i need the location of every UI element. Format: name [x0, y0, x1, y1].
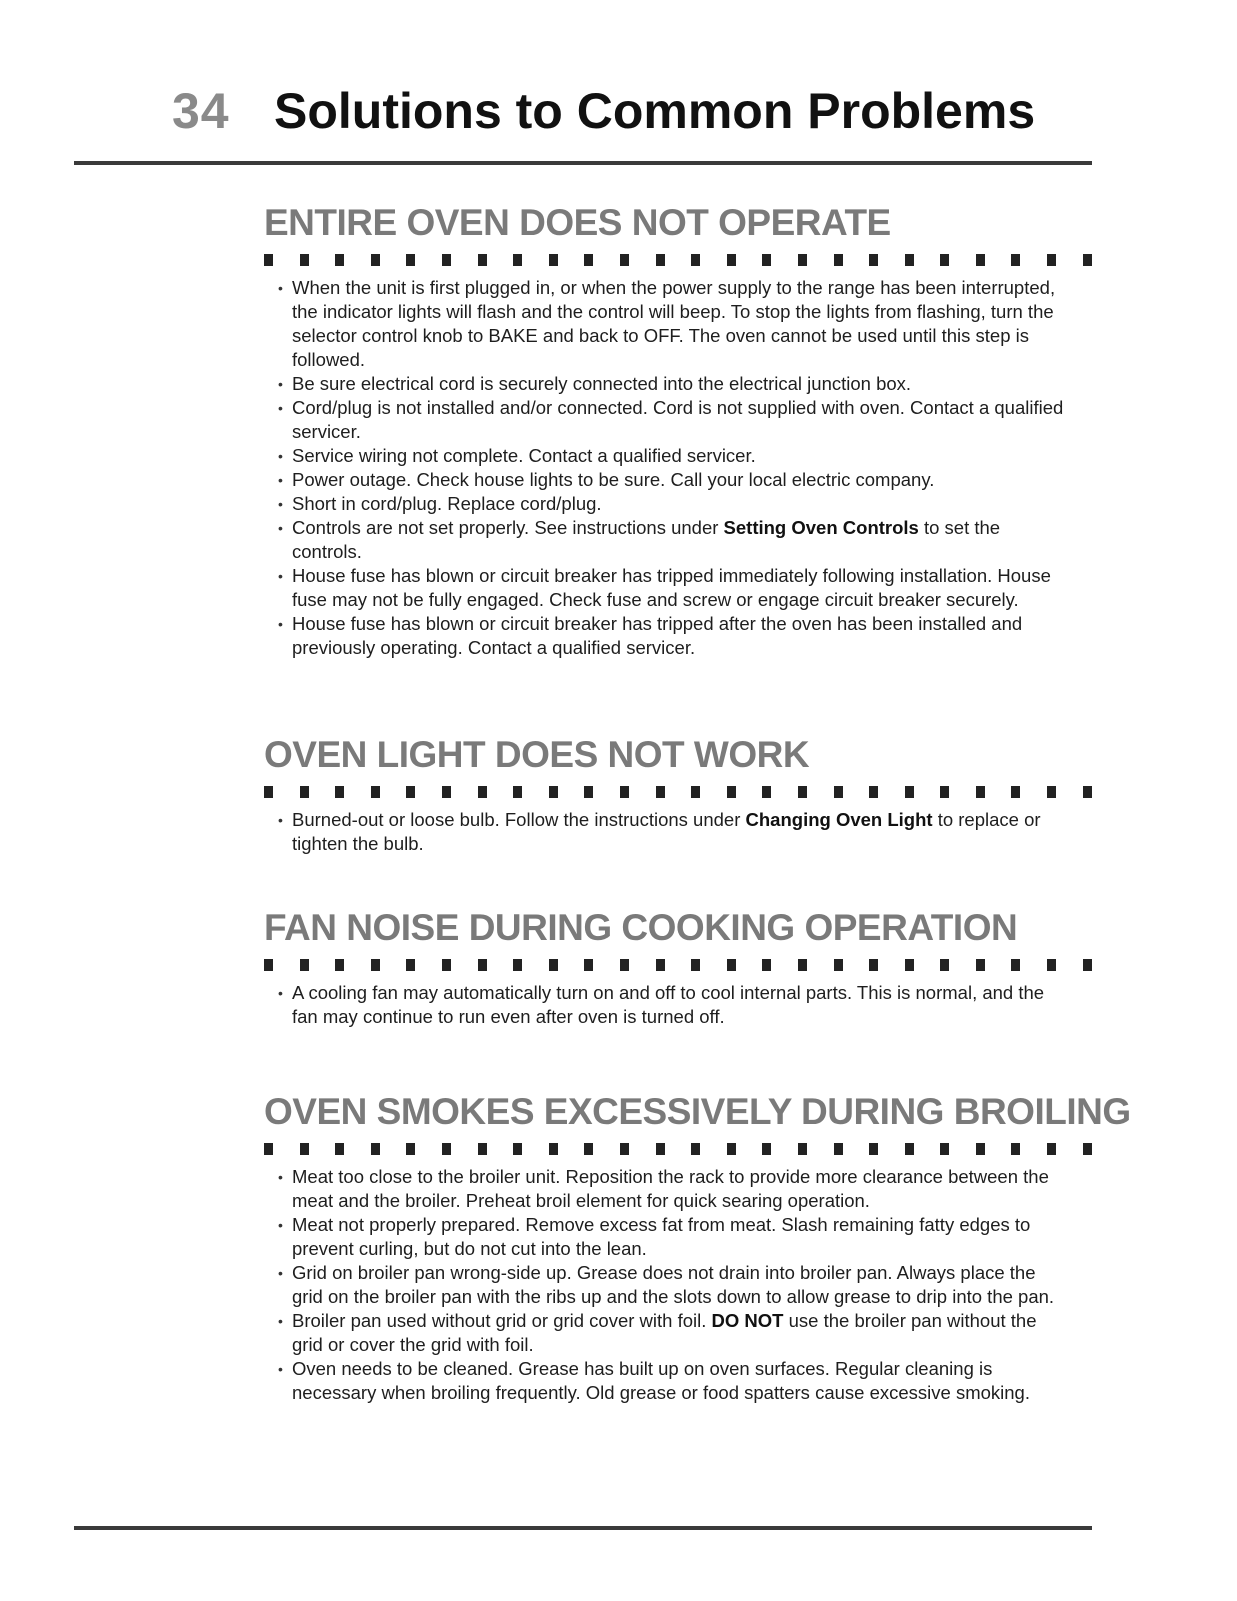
item-text: Meat too close to the broiler unit. Reposition the rack to provide more clearance between the meat and the broiler. Preheat broil element for quick searing operation.: [292, 1166, 1049, 1211]
divider-square: [727, 254, 736, 266]
dot-divider: [264, 959, 1092, 971]
divider-square: [1011, 786, 1020, 798]
divider-square: [727, 959, 736, 971]
divider-square: [691, 959, 700, 971]
divider-square: [656, 786, 665, 798]
divider-square: [727, 1143, 736, 1155]
divider-square: [513, 959, 522, 971]
divider-square: [656, 1143, 665, 1155]
divider-square: [584, 254, 593, 266]
divider-square: [905, 959, 914, 971]
list-item: [280, 492, 1070, 516]
divider-square: [264, 959, 273, 971]
divider-square: [442, 254, 451, 266]
divider-square: [335, 254, 344, 266]
list-item: [280, 396, 1070, 444]
list-item: [280, 1165, 1070, 1213]
list-item: [280, 516, 1070, 564]
item-text: House fuse has blown or circuit breaker has tripped immediately following installation. House fuse may not be fully engaged. Check fuse and screw or engage circuit breaker securely.: [292, 565, 1051, 610]
divider-square: [834, 1143, 843, 1155]
list-item: [280, 981, 1070, 1029]
item-text: use the broiler pan without the grid or cover the grid with foil.: [292, 1310, 1037, 1355]
list-item: [280, 372, 1070, 396]
divider-square: [1011, 254, 1020, 266]
divider-square: [300, 254, 309, 266]
divider-square: [335, 1143, 344, 1155]
dot-divider: [264, 786, 1092, 798]
problem-list: [264, 808, 1070, 856]
item-text: House fuse has blown or circuit breaker has tripped after the oven has been installed and previously operating. Contact a qualified servicer.: [292, 613, 1023, 658]
list-item: [280, 1309, 1070, 1357]
divider-square: [691, 254, 700, 266]
list-item: [280, 1357, 1070, 1405]
problem-list: [264, 1165, 1070, 1405]
page-header: [172, 78, 1092, 148]
divider-square: [834, 254, 843, 266]
problem-list: [264, 981, 1070, 1029]
divider-square: [371, 786, 380, 798]
item-text: Oven needs to be cleaned. Grease has built up on oven surfaces. Regular cleaning is necessary when broiling frequently. Old grease or food spatters cause excessive smoking.: [292, 1358, 1030, 1403]
item-text: Meat not properly prepared. Remove excess fat from meat. Slash remaining fatty edges to prevent curling, but do not cut into the lean.: [292, 1214, 1031, 1259]
divider-square: [300, 786, 309, 798]
section-heading: OVEN LIGHT DOES NOT WORK: [264, 734, 810, 775]
item-text: Short in cord/plug. Replace cord/plug.: [292, 493, 602, 514]
item-text: Controls are not set properly. See instructions under: [292, 517, 724, 538]
divider-square: [762, 959, 771, 971]
item-text: Be sure electrical cord is securely connected into the electrical junction box.: [292, 373, 912, 394]
problem-list: [264, 276, 1070, 660]
divider-square: [834, 786, 843, 798]
divider-square: [976, 1143, 985, 1155]
page-number: 34: [172, 83, 230, 139]
divider-square: [513, 1143, 522, 1155]
divider-square: [798, 254, 807, 266]
section-entire-oven: [264, 200, 1096, 660]
emphasis-text: Changing Oven Light: [745, 809, 933, 830]
divider-square: [869, 1143, 878, 1155]
list-item: [280, 564, 1070, 612]
divider-square: [691, 1143, 700, 1155]
item-text: When the unit is first plugged in, or when the power supply to the range has been interrupted, the indicator lights will flash and the control will beep. To stop the lights from flashing, turn the selector control knob to BAKE and back to OFF. The oven cannot be used until this step is followed.: [292, 277, 1056, 370]
section-oven-smokes: [264, 1089, 1131, 1405]
item-text: Power outage. Check house lights to be sure. Call your local electric company.: [292, 469, 935, 490]
divider-square: [1047, 1143, 1056, 1155]
divider-square: [478, 1143, 487, 1155]
section-oven-light: [264, 732, 1096, 856]
divider-square: [371, 1143, 380, 1155]
divider-square: [620, 1143, 629, 1155]
divider-square: [691, 786, 700, 798]
item-text: Grid on broiler pan wrong-side up. Grease does not drain into broiler pan. Always place the grid on the broiler pan with the ribs up and the slots down to allow grease to drip into the pan.: [292, 1262, 1055, 1307]
emphasis-text: DO NOT: [711, 1310, 784, 1331]
divider-square: [513, 254, 522, 266]
divider-square: [762, 1143, 771, 1155]
divider-square: [1083, 1143, 1092, 1155]
divider-square: [478, 254, 487, 266]
divider-square: [976, 959, 985, 971]
divider-square: [905, 254, 914, 266]
divider-square: [406, 1143, 415, 1155]
item-text: Broiler pan used without grid or grid cover with foil.: [292, 1310, 712, 1331]
list-item: [280, 468, 1070, 492]
divider-square: [406, 254, 415, 266]
divider-square: [264, 254, 273, 266]
divider-square: [762, 254, 771, 266]
divider-square: [940, 959, 949, 971]
divider-square: [620, 959, 629, 971]
page-title: Solutions to Common Problems: [274, 83, 1036, 139]
divider-square: [442, 786, 451, 798]
divider-square: [513, 786, 522, 798]
section-heading: FAN NOISE DURING COOKING OPERATION: [264, 907, 1018, 948]
divider-square: [869, 959, 878, 971]
divider-square: [371, 254, 380, 266]
divider-square: [620, 786, 629, 798]
divider-square: [869, 254, 878, 266]
divider-square: [1083, 786, 1092, 798]
divider-square: [869, 786, 878, 798]
divider-square: [798, 959, 807, 971]
divider-square: [549, 786, 558, 798]
divider-square: [834, 959, 843, 971]
item-text: to set the controls.: [292, 517, 1001, 562]
header-rule: [74, 161, 1092, 165]
item-text: Burned-out or loose bulb. Follow the instructions under: [292, 809, 746, 830]
item-text: to replace or tighten the bulb.: [292, 809, 1041, 854]
section-fan-noise: [264, 905, 1096, 1029]
divider-square: [264, 786, 273, 798]
divider-square: [584, 786, 593, 798]
list-item: [280, 276, 1070, 372]
divider-square: [335, 959, 344, 971]
divider-square: [1011, 959, 1020, 971]
list-item: [280, 808, 1070, 856]
divider-square: [478, 959, 487, 971]
divider-square: [1047, 786, 1056, 798]
divider-square: [905, 786, 914, 798]
footer-rule: [74, 1526, 1092, 1530]
divider-square: [549, 254, 558, 266]
divider-square: [442, 959, 451, 971]
item-text: Service wiring not complete. Contact a qualified servicer.: [292, 445, 756, 466]
divider-square: [905, 1143, 914, 1155]
list-item: [280, 1213, 1070, 1261]
divider-square: [1011, 1143, 1020, 1155]
section-heading: ENTIRE OVEN DOES NOT OPERATE: [264, 202, 891, 243]
divider-square: [656, 959, 665, 971]
divider-square: [406, 959, 415, 971]
divider-square: [656, 254, 665, 266]
divider-square: [264, 1143, 273, 1155]
item-text: Cord/plug is not installed and/or connected. Cord is not supplied with oven. Contact a qualified servicer.: [292, 397, 1064, 442]
divider-square: [1047, 959, 1056, 971]
divider-square: [549, 1143, 558, 1155]
divider-square: [335, 786, 344, 798]
section-heading: OVEN SMOKES EXCESSIVELY DURING BROILING: [264, 1091, 1131, 1132]
divider-square: [300, 959, 309, 971]
list-item: [280, 1261, 1070, 1309]
divider-square: [620, 254, 629, 266]
divider-square: [1083, 959, 1092, 971]
divider-square: [762, 786, 771, 798]
divider-square: [976, 786, 985, 798]
divider-square: [478, 786, 487, 798]
divider-square: [549, 959, 558, 971]
divider-square: [940, 1143, 949, 1155]
emphasis-text: Setting Oven Controls: [723, 517, 919, 538]
divider-square: [300, 1143, 309, 1155]
divider-square: [976, 254, 985, 266]
divider-square: [584, 1143, 593, 1155]
divider-square: [798, 1143, 807, 1155]
divider-square: [442, 1143, 451, 1155]
divider-square: [1047, 254, 1056, 266]
dot-divider: [264, 254, 1092, 266]
list-item: [280, 444, 1070, 468]
divider-square: [727, 786, 736, 798]
divider-square: [1083, 254, 1092, 266]
divider-square: [940, 786, 949, 798]
divider-square: [371, 959, 380, 971]
dot-divider: [264, 1143, 1092, 1155]
divider-square: [584, 959, 593, 971]
divider-square: [940, 254, 949, 266]
divider-square: [406, 786, 415, 798]
divider-square: [798, 786, 807, 798]
list-item: [280, 612, 1070, 660]
item-text: A cooling fan may automatically turn on and off to cool internal parts. This is normal, and the fan may continue to run even after oven is turned off.: [292, 982, 1045, 1027]
